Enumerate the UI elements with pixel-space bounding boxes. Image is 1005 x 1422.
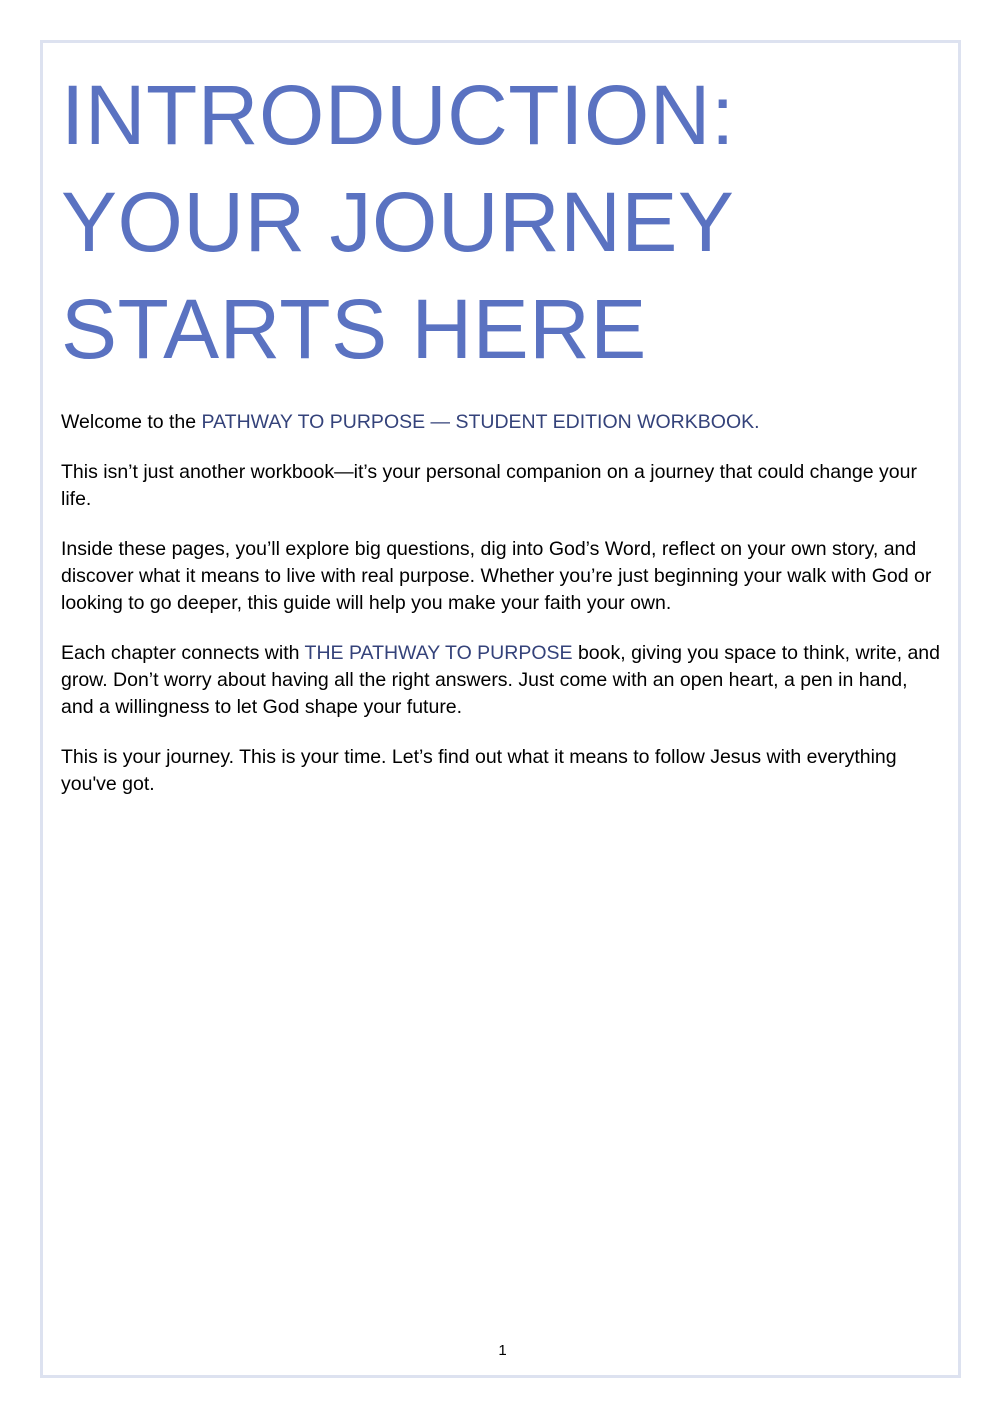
closing-paragraph: This is your journey. This is your time. Let’s find out what it means to follow Jesus with everything you've got. bbox=[61, 746, 897, 795]
title-line-1: INTRODUCTION: bbox=[61, 68, 735, 162]
page-content bbox=[61, 62, 941, 821]
chapters-text-before: Each chapter connects with bbox=[61, 642, 305, 664]
title-line-2: YOUR JOURNEY bbox=[61, 175, 735, 269]
welcome-text: Welcome to the bbox=[61, 411, 202, 433]
book-title-highlight: THE PATHWAY TO PURPOSE bbox=[304, 642, 573, 664]
welcome-paragraph bbox=[61, 409, 941, 436]
page-number: 1 bbox=[498, 1342, 507, 1359]
intro-paragraph: This isn’t just another workbook—it’s your personal companion on a journey that could change your life. bbox=[61, 461, 917, 510]
page-title bbox=[61, 62, 941, 383]
chapters-paragraph bbox=[61, 640, 941, 721]
body-text bbox=[61, 409, 941, 798]
title-line-3: STARTS HERE bbox=[61, 282, 647, 376]
workbook-title-highlight: PATHWAY TO PURPOSE — STUDENT EDITION WORKBOOK. bbox=[201, 411, 760, 433]
chapters-text-after: book, giving you space to think, write, and grow. Don’t worry about having all the right answers. Just come with an open heart, a pen in hand, and a willingness to let God shape your future. bbox=[61, 642, 940, 718]
inside-pages-paragraph: Inside these pages, you’ll explore big questions, dig into God’s Word, reflect on your own story, and discover what it means to live with real purpose. Whether you’re just beginning your walk with God or looking to go deeper, this guide will help you make your faith your own. bbox=[61, 538, 932, 614]
